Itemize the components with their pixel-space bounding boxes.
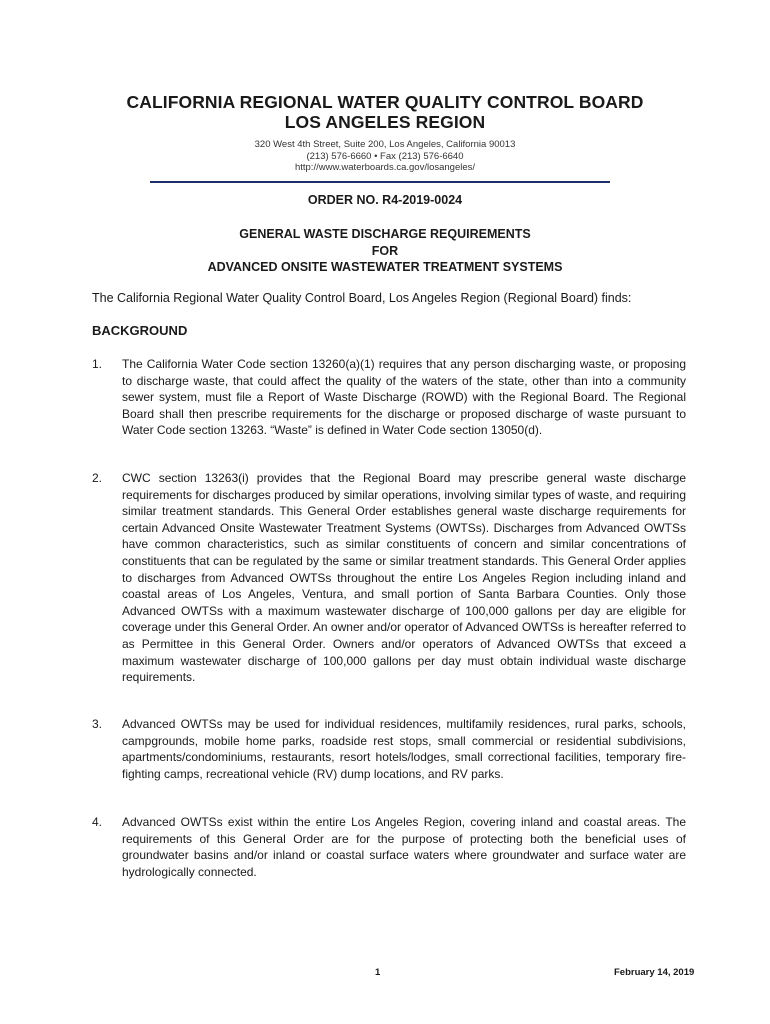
order-title (0, 226, 770, 276)
address-block (0, 139, 770, 174)
finding-item (92, 716, 686, 782)
finding-number: 1. (92, 357, 103, 371)
finding-item (92, 470, 686, 686)
finding-item (92, 814, 686, 880)
finding-number: 2. (92, 471, 103, 485)
finding-text: Advanced OWTSs may be used for individual residences, multifamily residences, rural parks, schools, campgrounds, mobile home parks, roadside rest stops, small commercial or residential subdivisions, apartments/condominiums, restaurants, resort hotels/lodges, small correctional facilities, temporary fire-fighting camps, recreational vehicle (RV) dump locations, and RV parks. (122, 717, 686, 781)
order-title-line2: FOR (371, 243, 399, 258)
agency-title (0, 92, 770, 132)
finding-text: The California Water Code section 13260(a)(1) requires that any person discharging waste, or proposing to discharge waste, that could affect the quality of the waters of the state, other than into a community sewer system, must file a Report of Waste Discharge (ROWD) with the Regional Board. The Regional Board shall then prescribe requirements for the discharge or proposed discharge of waste pursuant to Water Code section 13263. “Waste” is defined in Water Code section 13050(d). (122, 357, 686, 438)
finding-item (92, 356, 686, 439)
street-address: 320 West 4th Street, Suite 200, Los Angeles, California 90013 (254, 139, 516, 150)
finding-text: CWC section 13263(i) provides that the Regional Board may prescribe general waste discharge requirements for discharges produced by similar operations, involving similar types of waste, and requiring similar treatment standards. This General Order establishes general waste discharge requirements for certain Advanced Onsite Wastewater Treatment Systems (OWTSs). Discharges from Advanced OWTSs have common characteristics, such as similar constituents of concern and similar concentrations of constituents that can be regulated by the same or similar treatment standards. This General Order applies to discharges from Advanced OWTSs throughout the entire Los Angeles Region including inland and coastal areas of Los Angeles, Ventura, and small portion of Santa Barbara Counties. Only those Advanced OWTSs with a maximum wastewater discharge of 100,000 gallons per day are eligible for coverage under this General Order. An owner and/or operator of Advanced OWTSs is hereafter referred to as Permittee in this General Order. Owners and/or operators of Advanced OWTSs that exceed a maximum wastewater discharge of 100,000 gallons per day must obtain individual waste discharge requirements. (122, 471, 686, 685)
phone-fax: (213) 576-6660 • Fax (213) 576-6640 (306, 150, 464, 162)
agency-name: CALIFORNIA REGIONAL WATER QUALITY CONTROL BOARD (126, 92, 644, 112)
page-number: 1 (375, 967, 381, 978)
intro-paragraph: The California Regional Water Quality Control Board, Los Angeles Region (Regional Board) finds: (92, 291, 632, 305)
order-number: ORDER NO. R4-2019-0024 (307, 193, 463, 207)
header-divider (150, 181, 610, 183)
order-title-line1: GENERAL WASTE DISCHARGE REQUIREMENTS (239, 227, 531, 241)
finding-number: 3. (92, 717, 103, 731)
agency-region: LOS ANGELES REGION (284, 112, 486, 132)
section-heading-background: BACKGROUND (92, 323, 188, 338)
order-title-line3: ADVANCED ONSITE WASTEWATER TREATMENT SYSTEMS (207, 260, 563, 274)
finding-number: 4. (92, 815, 103, 829)
finding-text: Advanced OWTSs exist within the entire Los Angeles Region, covering inland and coastal areas. The requirements of this General Order are for the purpose of protecting both the beneficial uses of groundwater basins and/or inland or coastal surface waters where groundwater and surface water are hydrologically connected. (122, 815, 686, 879)
website-url: http://www.waterboards.ca.gov/losangeles/ (294, 162, 476, 173)
footer-date: February 14, 2019 (614, 967, 695, 978)
